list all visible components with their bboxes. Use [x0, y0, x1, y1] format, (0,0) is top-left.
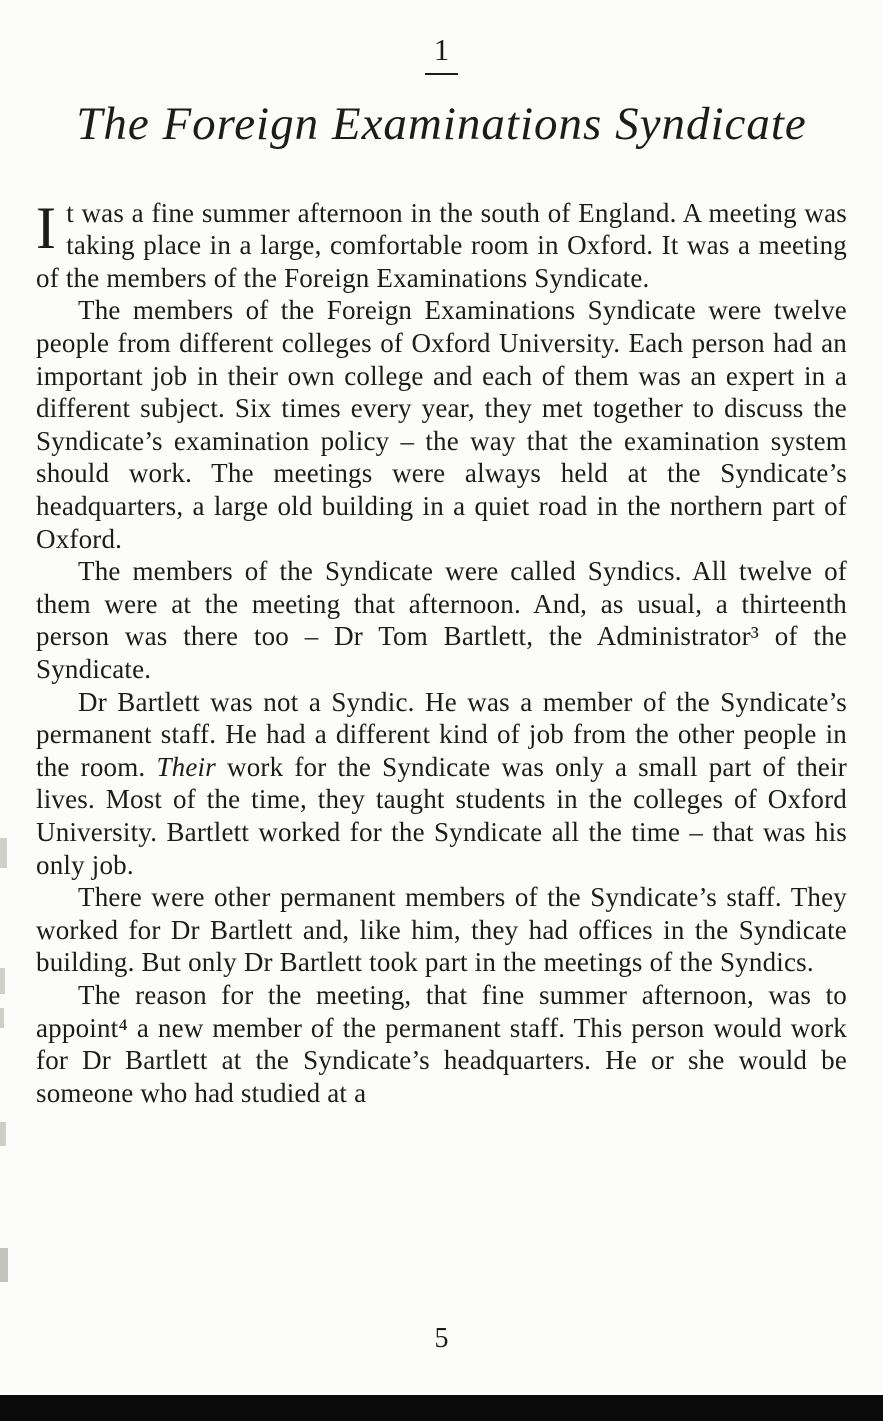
body-text — [36, 194, 847, 1110]
scan-artifact — [0, 968, 5, 994]
scan-artifact — [0, 1122, 6, 1146]
paragraph-1 — [36, 194, 847, 295]
page-number: 5 — [434, 1323, 449, 1354]
paragraph-4-after: work for the Syndicate was only a small part of their lives. Most of the time, they taught students in the colleges of Oxford University. Bartlett worked for the Syndicate all the time – that was his only job. — [36, 751, 847, 880]
paragraph-3: The members of the Syndicate were called Syndics. All twelve of them were at the meeting that afternoon. And, as usual, a thirteenth person was there too – Dr Tom Bartlett, the Administrator³ of the Syndicate. — [36, 556, 847, 684]
paragraph-4-before: Dr Bartlett was not a Syndic. He was a member of the Syndicate’s permanent staff. He had a different kind of job from the other people in the room. — [36, 686, 847, 782]
scan-edge-bar — [0, 1395, 883, 1421]
scan-artifact — [0, 838, 7, 868]
paragraph-1-text: t was a fine summer afternoon in the south of England. A meeting was taking place in a large, comfortable room in Oxford. It was a meeting of the members of the Foreign Examinations Syndicate. — [36, 197, 847, 293]
paragraph-4 — [36, 686, 847, 882]
chapter-title: The Foreign Examinations Syndicate — [76, 98, 807, 150]
drop-cap: I — [36, 194, 57, 261]
scan-artifact — [0, 1008, 4, 1028]
scan-artifact — [0, 1248, 8, 1282]
paragraph-2: The members of the Foreign Examinations Syndicate were twelve people from different colleges of Oxford University. Each person had an important job in their own college and each of them was an expert in a different subject. Six times every year, they met together to discuss the Syndicate’s examination policy – the way that the examination system should work. The meetings were always held at the Syndicate’s headquarters, a large old building in a quiet road in the northern part of Oxford. — [36, 295, 847, 554]
paragraph-5: There were other permanent members of the Syndicate’s staff. They worked for Dr Bartlett and, like him, they had offices in the Syndicate building. But only Dr Bartlett took part in the meetings of the Syndics. — [36, 882, 847, 978]
paragraph-4-italic-word: Their — [156, 751, 216, 782]
paragraph-6: The reason for the meeting, that fine summer afternoon, was to appoint⁴ a new member of the permanent staff. This person would work for Dr Bartlett at the Syndicate’s headquarters. He or she would be someone who had studied at a — [36, 979, 847, 1108]
chapter-number — [0, 0, 883, 75]
chapter-number-text: 1 — [425, 32, 459, 75]
